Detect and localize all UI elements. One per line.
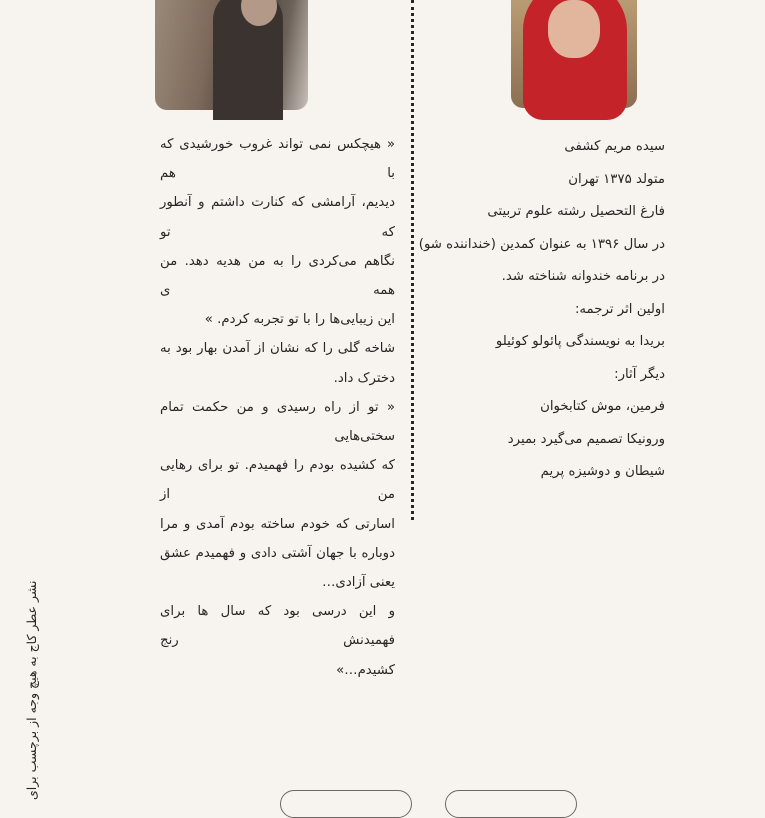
- author-photo-right: [511, 0, 637, 108]
- person-figure: [213, 0, 283, 120]
- quote-line: و این درسی بود که سال ها برای فهمیدنش رنج: [160, 604, 395, 649]
- bio-line: در برنامه خندوانه شناخته شد.: [501, 269, 665, 284]
- quote-line: نگاهم می‌کردی را به من هدیه دهد. من همه ی: [160, 253, 395, 299]
- quote-line: یعنی آزادی…: [322, 575, 395, 591]
- quote-line: « تو از راه رسیدی و من حکمت تمام سختی‌هایی: [160, 399, 395, 445]
- bio-line: در سال ۱۳۹۶ به عنوان کمدین (خنداننده شو): [418, 236, 665, 252]
- quote-line: که کشیده بودم را فهمیدم. تو برای رهایی من از: [160, 458, 395, 503]
- quote-line: دیدیم، آرامشی که کنارت داشتم و آنطور که تو: [160, 195, 395, 240]
- bio-line: شیطان و دوشیزه پریم: [540, 464, 665, 479]
- bio-line: اولین اثر ترجمه:: [574, 301, 665, 317]
- quote-line: کشیدم…»: [336, 662, 395, 678]
- bio-line: فارغ التحصیل رشته علوم تربیتی: [487, 204, 665, 219]
- quote-column: [160, 130, 395, 685]
- bio-line: متولد ۱۳۷۵ تهران: [568, 171, 665, 187]
- bio-line: ورونیکا تصمیم می‌گیرد بمیرد: [507, 431, 665, 447]
- quote-line: این زیبایی‌ها را با تو تجربه کردم. »: [204, 312, 395, 328]
- author-name: سیده مریم کشفی: [564, 139, 665, 154]
- author-photo-left: [155, 0, 308, 110]
- dotted-divider: [411, 0, 414, 520]
- bottom-badge-right: [445, 790, 577, 818]
- bio-line: فرمین، موش کتابخوان: [540, 399, 665, 414]
- bio-line: دیگر آثار:: [614, 366, 665, 382]
- spine-text-wrapper: [6, 566, 39, 800]
- quote-line: « هیچکس نمی تواند غروب خورشیدی که با هم: [160, 137, 395, 182]
- author-face: [548, 0, 600, 58]
- quote-line: اسارتی که خودم ساخته بودم آمدی و مرا: [160, 516, 395, 532]
- bottom-badge-left: [280, 790, 412, 818]
- quote-line: شاخه گلی را که نشان از آمدن بهار بود به: [160, 341, 395, 357]
- quote-line: دوباره با جهان آشتی دادی و فهمیدم عشق: [160, 545, 395, 561]
- person-face: [241, 0, 277, 26]
- spine-text: نشر عطر کاج به هیچ وجه از برچسب برای: [24, 580, 39, 800]
- quote-line: دخترک داد.: [333, 370, 395, 386]
- author-bio-column: [418, 131, 665, 489]
- bio-line: بریدا به نویسندگی پائولو کوئیلو: [495, 334, 665, 349]
